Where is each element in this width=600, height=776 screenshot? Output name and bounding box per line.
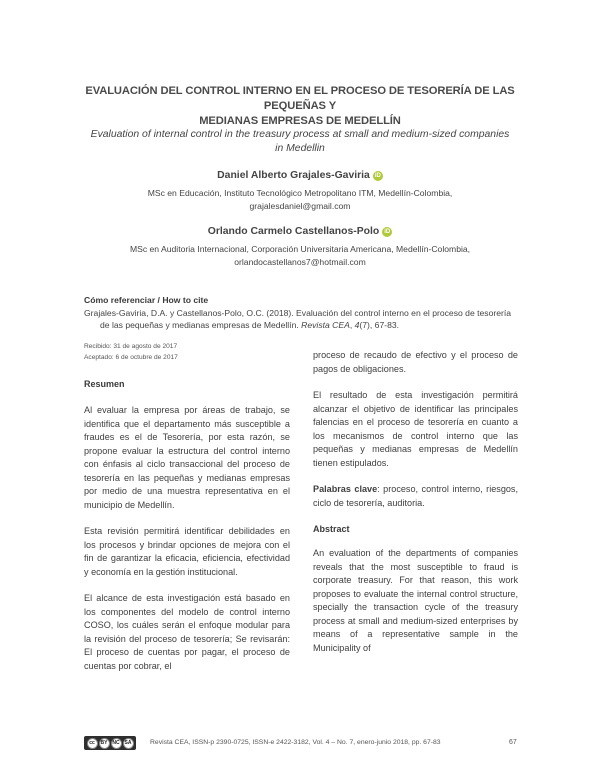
left-column [84,379,290,673]
subtitle-line-2: in Medellin [275,143,325,154]
resumen-paragraph-3: El alcance de esta investigación está basado en los componentes del modelo de control interno COSO, los cuáles serán el enfoque modular para la revisión del proceso de tesorería; Se revisarán: El proceso de cuentas por pagar, el proceso de cuentas por cobrar, el [84,593,290,671]
author-1 [0,170,600,181]
author-1-affiliation-block [80,187,520,212]
citation-heading: Cómo referenciar / How to cite [84,295,209,305]
author-2-affiliation-block [80,243,520,268]
author-1-email[interactable]: grajalesdaniel@gmail.com [249,200,351,211]
right-column [313,349,518,655]
citation-line-2 [84,319,524,331]
author-2-affiliation: MSc en Auditoria Internacional, Corporación Universitaria Americana, Medellín-Colombia, [129,244,471,254]
citation-end: (7), 67-83. [359,320,400,330]
citation-plain: de las pequeñas y medianas empresas de Medellín. [100,320,302,330]
title-line-2: MEDIANAS EMPRESAS DE MEDELLÍN [199,115,401,127]
resumen-heading: Resumen [84,379,125,389]
publication-dates [84,341,178,363]
abstract-heading: Abstract [313,524,350,534]
sa-icon: SA [123,738,134,749]
keywords [313,483,518,510]
accepted-date: Aceptado: 6 de octubre de 2017 [84,354,178,361]
keywords-label: Palabras clave [313,484,378,494]
orcid-icon[interactable]: iD [384,229,391,235]
author-2-email[interactable]: orlandocastellanos7@hotmail.com [234,256,366,267]
resumen-paragraph-4: El resultado de esta investigación permitirá alcanzar el objetivo de identificar las principales falencias en el proceso de tesorería en cuanto a los mecanismos de control interno que las pequeñas y medianas empresas de Medellín tienen estipulados. [313,390,518,468]
nc-icon: NC [111,738,122,749]
author-1-name: Daniel Alberto Grajales-Gaviria [217,170,370,181]
received-date: Recibido: 31 de agosto de 2017 [84,343,178,350]
orcid-icon[interactable]: iD [374,173,381,179]
page-number: 67 [509,739,517,746]
title-line-1: EVALUACIÓN DEL CONTROL INTERNO EN EL PROCESO DE TESORERÍA DE LAS PEQUEÑAS Y [85,85,515,112]
article-title-english [70,128,530,156]
author-2-name: Orlando Carmelo Castellanos-Polo [207,226,380,237]
citation-sep: , [349,320,355,330]
creative-commons-license-badge[interactable] [84,736,136,750]
citation-journal: Revista CEA [301,320,350,330]
abstract-paragraph-1: An evaluation of the departments of companies reveals that the most susceptible to fraud is corporate treasury. For that reason, this work proposes to evaluate the internal control structure, specially the transaction cycle of the treasury process at small and medium-sized enterprises by means of a representative sample in the Municipality of [313,548,518,653]
by-icon: BY [99,738,110,749]
keywords-list: : proceso, control interno, riesgos, ciclo de tesorería, auditoria. [313,484,519,508]
resumen-paragraph-3-continued: proceso de recaudo de efectivo y el proceso de pagos de obligaciones. [313,350,518,374]
resumen-paragraph-1: Al evaluar la empresa por áreas de trabajo, se identifica que el departamento más susceptible a fraudes es el de Tesorería, por esta razón, se propone evaluar la estructura del control interno con énfasis al ciclo transaccional del proceso de tesorería en las pequeñas y medianas empresas por medio de una muestra representativa en el municipio de Medellín. [84,405,290,510]
author-2 [0,226,600,237]
article-title-spanish [60,84,540,129]
author-1-affiliation: MSc en Educación, Instituto Tecnológico Metropolitano ITM, Medellín-Colombia, [147,188,453,198]
subtitle-line-1: Evaluation of internal control in the treasury process at small and medium-sized companies [90,129,510,140]
cc-icon: cc [87,738,98,749]
citation-text [84,307,524,331]
citation-line-1: Grajales-Gaviria, D.A. y Castellanos-Polo, O.C. (2018). Evaluación del control interno en el proceso de tesorería [84,308,512,318]
journal-footer: Revista CEA, ISSN-p 2390-0725, ISSN-e 2422-3182, Vol. 4 – No. 7, enero-junio 2018, pp. 67-83 [150,739,441,746]
resumen-paragraph-2: Esta revisión permitirá identificar debilidades en los procesos y brindar opciones de mejora con el fin de garantizar la eficacia, eficiencia, efectividad y economía en la gestión institucional. [84,526,290,577]
citation-volume: 4 [354,320,360,330]
